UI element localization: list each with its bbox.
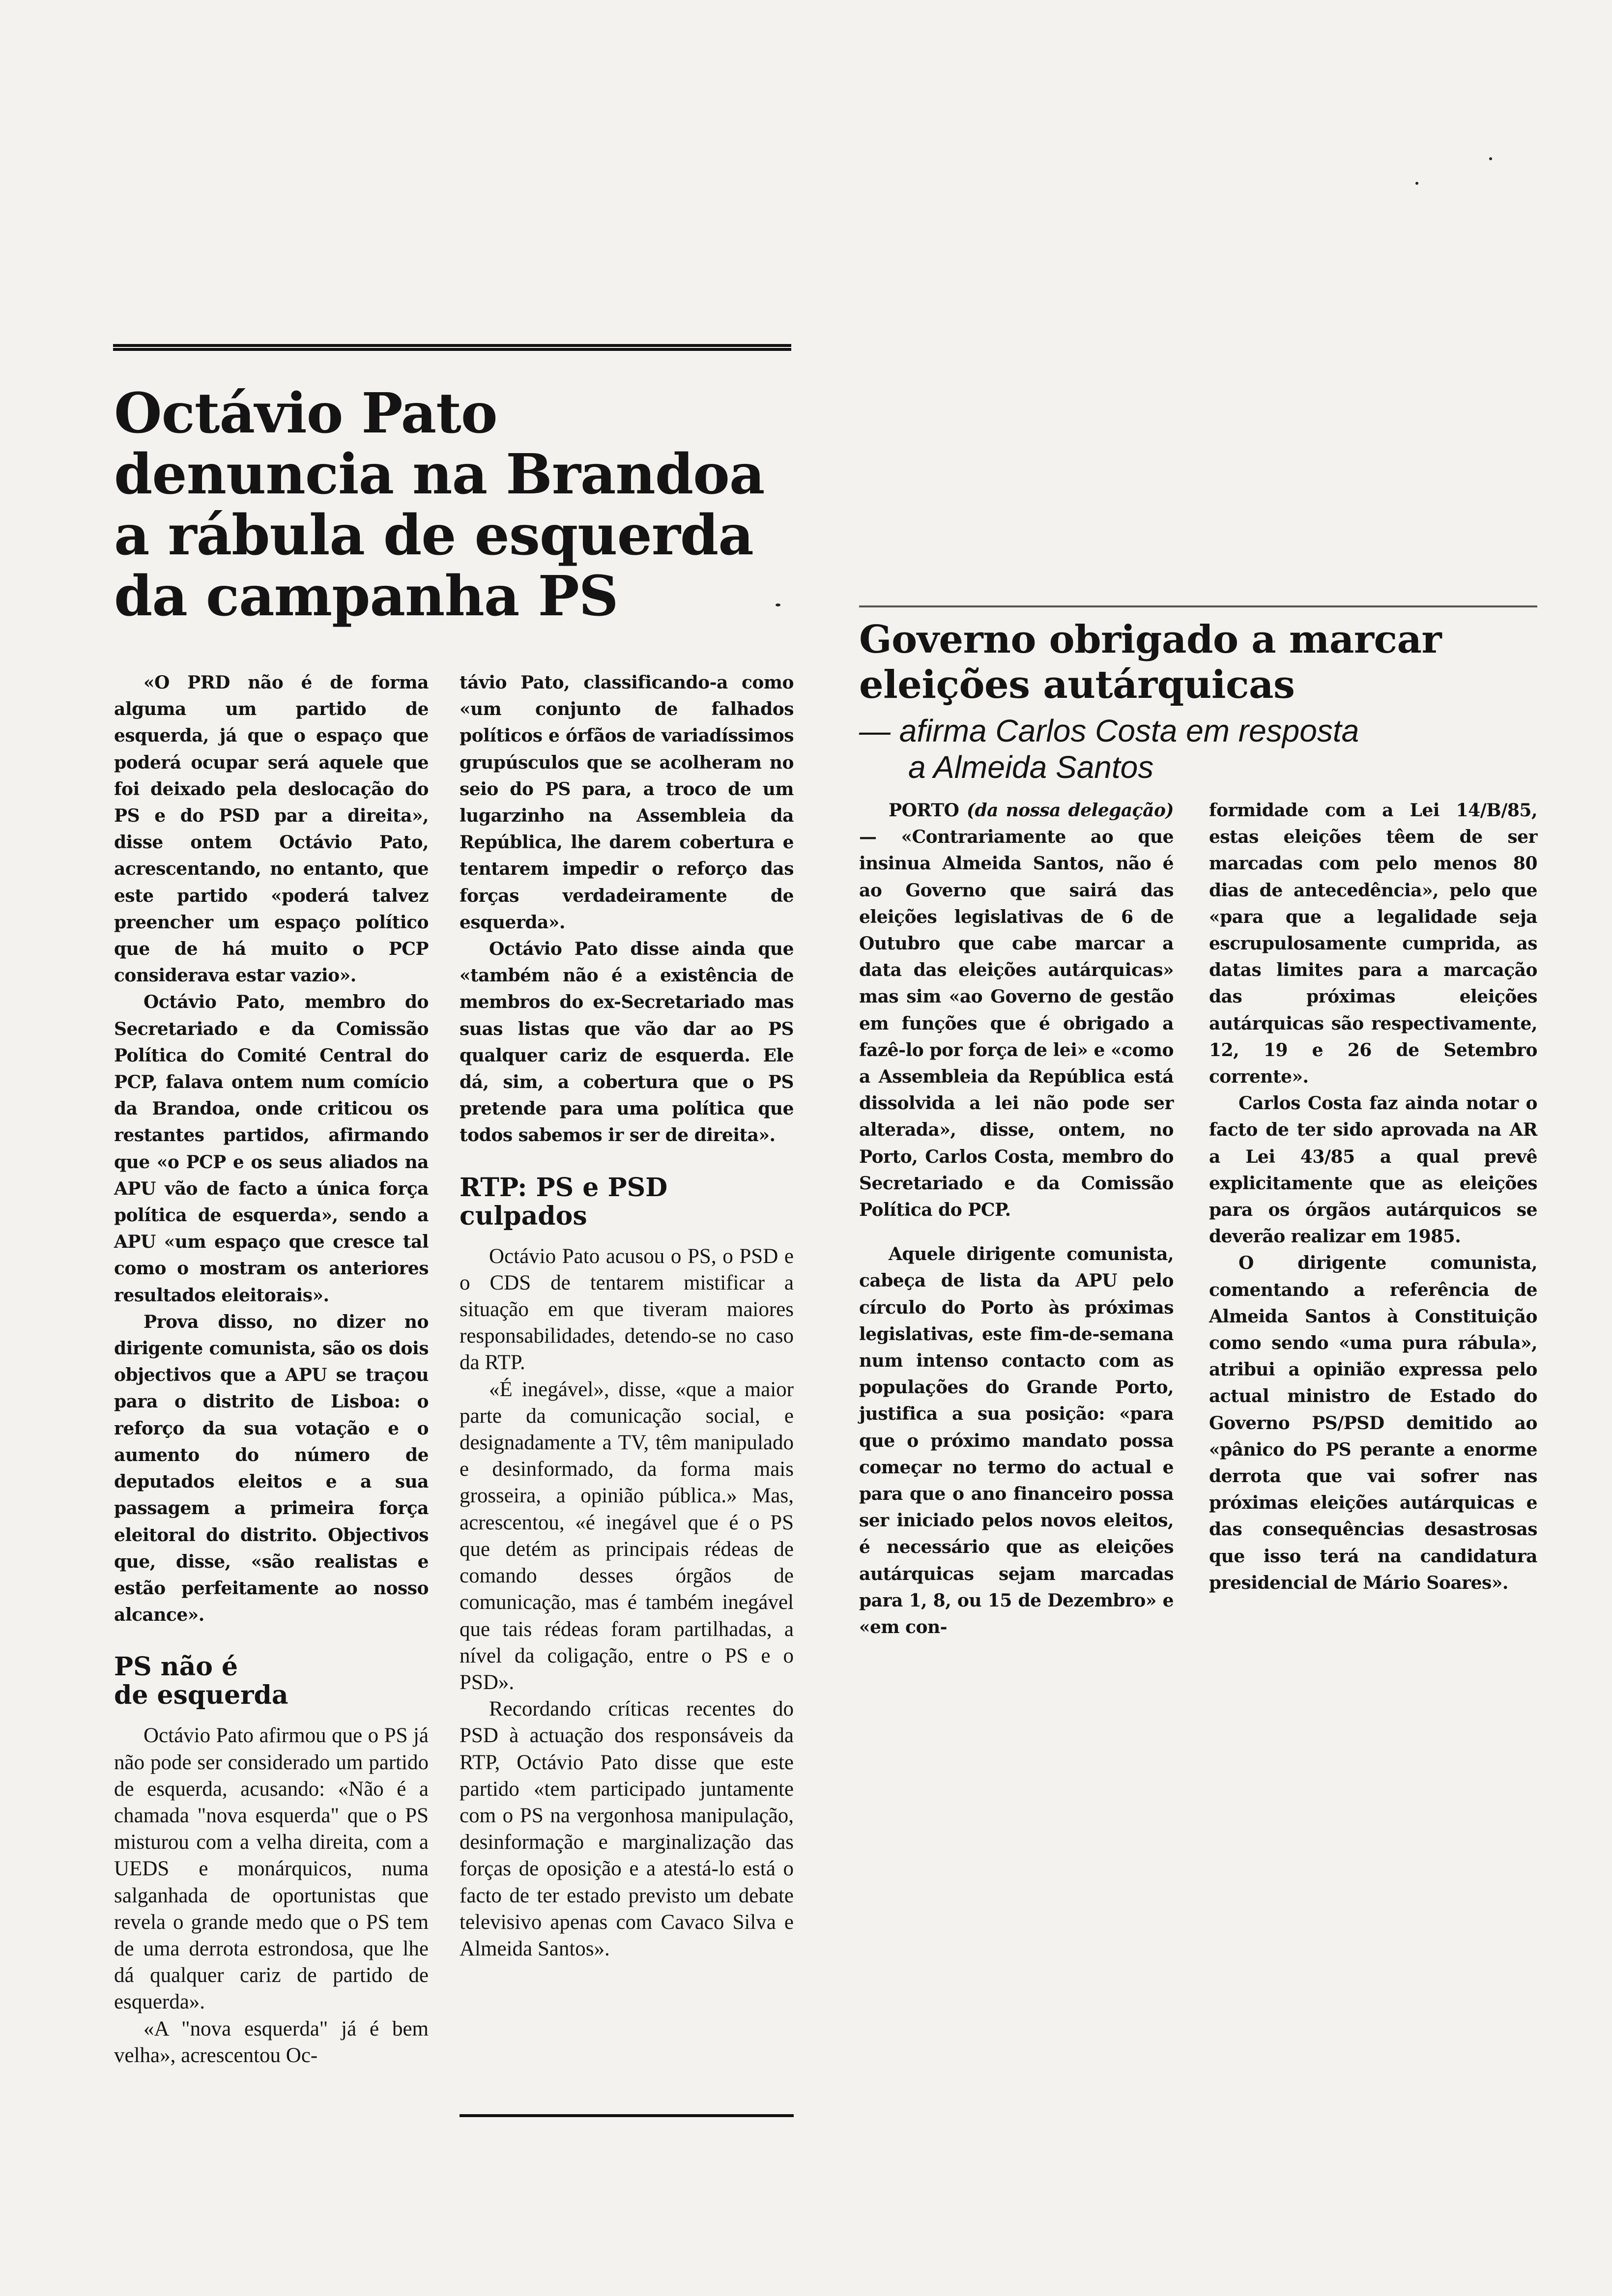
- subhead-rtp-ps-e-psd-culpados: [460, 1174, 794, 1231]
- right-headline: [859, 617, 1537, 708]
- body-paragraph: Carlos Costa faz ainda notar o facto de ter sido aprovada na AR a Lei 43/85 a qual prevê explicitamente que as eleições para os órgãos autárquicos se deverão realizar em 1985.: [1209, 1093, 1537, 1247]
- subhead-ps-nao-e-de-esquerda: [114, 1653, 429, 1710]
- article-end-rule: [460, 2114, 794, 2117]
- body-paragraph: «É inegável», disse, «que a maior parte da comunicação social, e designadamente a TV, têm manipulado e desinformado, da forma mais grosseira, a opinião pública.» Mas, acrescentou, «é inegável que é o PS que detém as principais rédeas de comando desses órgãos de comunicação, mas é também inegável que tais rédeas foram partilhadas, a nível da coligação, entre o PS e o PSD».: [460, 1378, 794, 1694]
- right-kicker: [859, 713, 1537, 785]
- right-headline-rule: [859, 605, 1537, 607]
- body-paragraph: Prova disso, no dizer no dirigente comunista, são os dois objectivos que a APU se traçou para o distrito de Lisboa: o reforço da sua votação e o aumento do número de deputados eleitos e a sua passagem a primeira força eleitoral do distrito. Objectivos que, disse, «são realistas e estão perfeitamente ao nosso alcance».: [114, 1311, 429, 1626]
- right-article-column-1: [859, 797, 1174, 1640]
- left-headline-line: Octávio Pato: [114, 381, 497, 446]
- body-paragraph: O dirigente comunista, comentando a referência de Almeida Santos à Constituição como sendo «uma pura rábula», atribui a opinião expressa pelo actual ministro de Estado do Governo PS/PSD demitido ao «pânico do PS perante a enorme derrota que vai sofrer nas próximas eleições autárquicas e das consequências desastrosas que isso terá na candidatura presidencial de Mário Soares».: [1209, 1253, 1537, 1593]
- kicker-line: a Almeida Santos: [908, 749, 1154, 785]
- left-article-column-1: [114, 669, 429, 2069]
- right-headline-line: Governo obrigado a marcar: [859, 617, 1442, 662]
- scan-speck: [1415, 182, 1418, 185]
- body-paragraph: Octávio Pato disse ainda que «também não é a existência de membros do ex-Secretariado mas suas listas que vão dar ao PS qualquer cariz de esquerda. Ele dá, sim, a cobertura que o PS pretende para uma política que todos sabemos ir ser de direita».: [460, 939, 794, 1146]
- body-paragraph: Aquele dirigente comunista, cabeça de lista da APU pelo círculo do Porto às próximas legislativas, este fim-de-semana num intenso contacto com as populações do Grande Porto, justifica a sua posição: «para que o próximo mandato possa começar no termo do actual e para que o ano financeiro possa ser iniciado pelos novos eleitos, é necessário que as eleições autárquicas sejam marcadas para 1, 8, ou 15 de Dezembro» e «em con-: [859, 1244, 1174, 1638]
- body-paragraph: Octávio Pato afirmou que o PS já não pode ser considerado um partido de esquerda, acusando: «Não é a chamada "nova esquerda" que o PS misturou com a velha direita, com a UEDS e monárquicos, numa salganhada de oportunistas que revela o grande medo que o PS tem de uma derrota estrondosa, que lhe dá qualquer cariz de partido de esquerda».: [114, 1724, 429, 2014]
- subhead-line: de esquerda: [114, 1680, 288, 1711]
- subhead-line: culpados: [460, 1201, 587, 1231]
- scan-speck: [1489, 157, 1492, 160]
- subhead-line: PS não é: [114, 1652, 238, 1682]
- body-paragraph: formidade com a Lei 14/B/85, estas eleições têem de ser marcadas com pelo menos 80 dias de antecedência», pelo que «para que a legalidade seja escrupulosamente cumprida, as datas limites para a marcação das próximas eleições autárquicas são respectivamente, 12, 19 e 26 de Setembro corrente».: [1209, 800, 1537, 1088]
- body-paragraph: távio Pato, classificando-a como «um conjunto de falhados políticos e órfãos de variadíssimos grupúsculos que se acolheram no seio do PS para, a troco de um lugarzinho na Assembleia da República, lhe darem cobertura e tentarem impedir o reforço das forças verdadeiramente de esquerda».: [460, 672, 794, 933]
- kicker-line: — afirma Carlos Costa em resposta: [859, 713, 1359, 748]
- body-paragraph: [859, 797, 1174, 1223]
- paragraph-text: — «Contrariamente ao que insinua Almeida Santos, não é ao Governo que sairá das eleições legislativas de 6 de Outubro que cabe marcar a data das eleições autárquicas» mas sim «ao Governo de gestão em funções que é obrigado a fazê-lo por força de lei» e «como a Assembleia da República está dissolvida a lei não pode ser alterada», disse, ontem, no Porto, Carlos Costa, membro do Secretariado e da Comissão Política do PCP.: [859, 827, 1174, 1221]
- body-paragraph: Recordando críticas recentes do PSD à actuação dos responsáveis da RTP, Octávio Pato disse que este partido «tem participado juntamente com o PS na vergonhosa manipulação, desinformação e marginalização das forças de oposição e a atestá-lo está o facto de ter estado previsto um debate televisivo apenas com Cavaco Silva e Almeida Santos».: [460, 1697, 794, 1960]
- headline-rule: [113, 344, 791, 351]
- left-headline-line: da campanha PS: [114, 564, 618, 629]
- left-headline-line: denuncia na Brandoa: [114, 442, 765, 507]
- body-paragraph: Octávio Pato, membro do Secretariado e da Comissão Política do Comité Central do PCP, falava ontem num comício da Brandoa, onde criticou os restantes partidos, afirmando que «o PCP e os seus aliados na APU vão de facto a única força política de esquerda», sendo a APU «um espaço que cresce tal como o mostram os anteriores resultados eleitorais».: [114, 992, 429, 1306]
- right-article-column-2: [1209, 797, 1537, 1596]
- body-paragraph: «O PRD não é de forma alguma um partido de esquerda, já que o espaço que poderá ocupar será aquele que foi deixado pela deslocação do PS e do PSD par a direita», disse ontem Octávio Pato, acrescentando, no entanto, que este partido «poderá talvez preencher um espaço político que de há muito o PCP considerava estar vazio».: [114, 672, 429, 986]
- subhead-line: RTP: PS e PSD: [460, 1172, 668, 1203]
- scan-speck: [776, 603, 780, 606]
- dateline-source: (da nossa delegação): [966, 800, 1174, 821]
- dateline-city: PORTO: [889, 800, 959, 821]
- left-headline-line: a rábula de esquerda: [114, 503, 753, 568]
- right-headline-line: eleições autárquicas: [859, 662, 1295, 707]
- body-paragraph: «A "nova esquerda" já é bem velha», acrescentou Oc-: [114, 2017, 429, 2067]
- left-article-column-2: [460, 669, 794, 1962]
- body-paragraph: Octávio Pato acusou o PS, o PSD e o CDS de tentarem mistificar a situação em que tiveram maiores responsabilidades, detendo-se no caso da RTP.: [460, 1244, 794, 1375]
- left-headline: [114, 383, 792, 627]
